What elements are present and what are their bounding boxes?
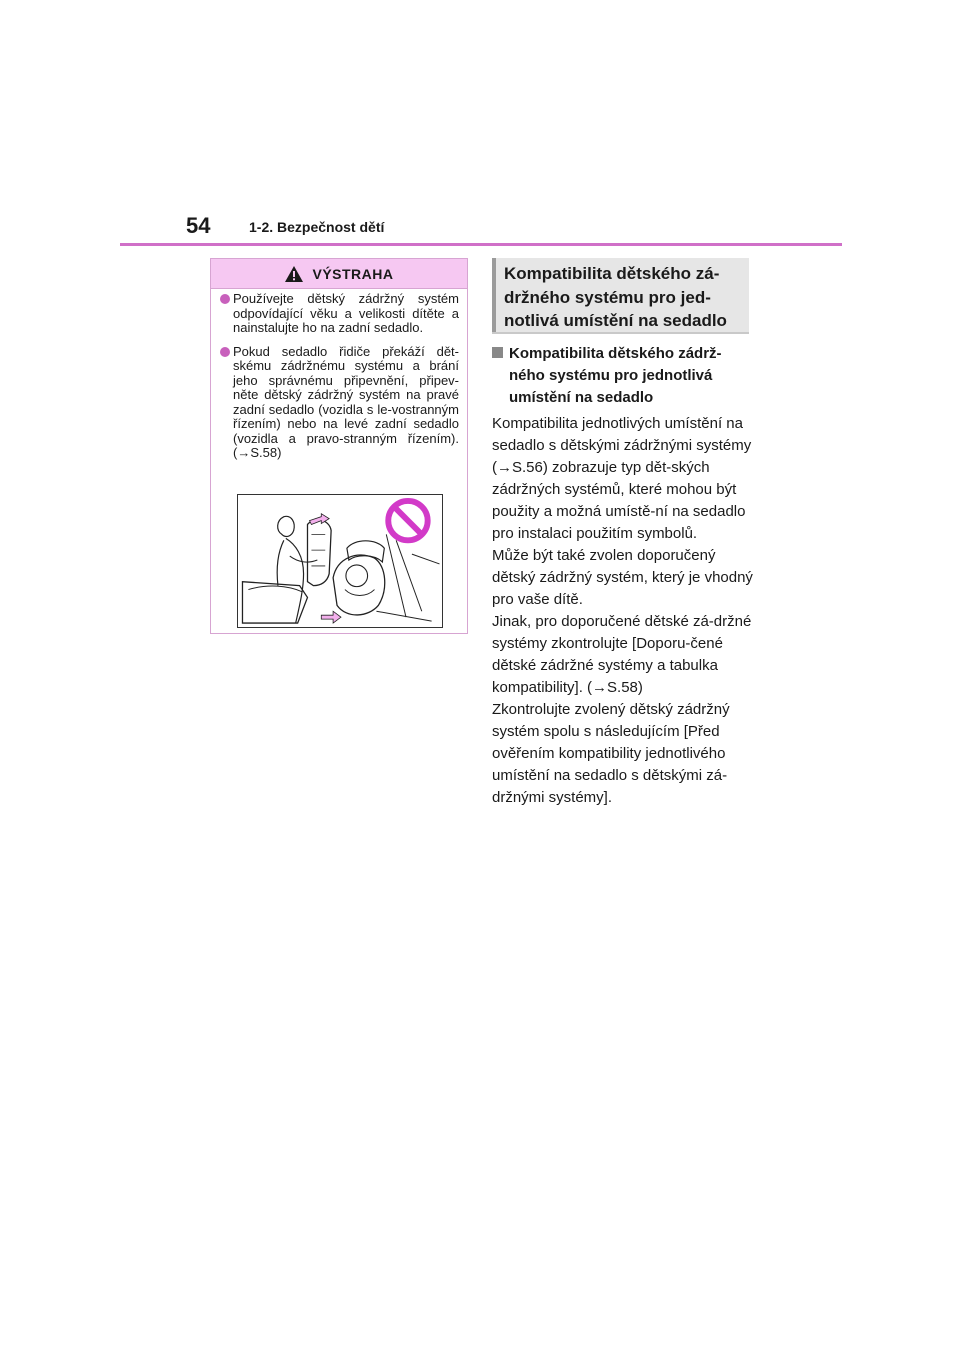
paragraph: Jinak, pro doporučené dětské zá-držné systémy zkontrolujte [Doporu-čené dětské zádržné systémy a tabulka kompatibility]. (→S.58) [492,613,752,696]
warning-item-text: Pokud sedadlo řidiče překáží dět-skému zádržnému systému a brání jeho správnému připevnění, připev-něte dětský zádržný systém na pravé zadní sedadlo (vozidla s le-vostranným řízením) nebo na levé zadní sedadlo (vozidla a pravo-stranným řízením). (→S.58) [233,343,459,460]
warning-box [210,258,468,634]
section-heading-box [492,258,749,334]
section-title: 1-2. Bezpečnost dětí [249,219,385,235]
warning-item [220,292,459,336]
sub-heading [492,343,752,409]
square-bullet-icon [492,347,503,358]
warning-triangle-icon [284,265,304,283]
child-seat-illustration [237,494,443,628]
warning-item-text: Používejte dětský zádržný systém odpovídající věku a velikosti dítěte a nainstalujte ho na zadní sedadlo. [233,291,459,335]
warning-title: VÝSTRAHA [312,265,394,282]
sub-heading-text: Kompatibilita dětského zádrž-ného systému pro jednotlivá umístění na sedadlo [509,345,722,406]
child-seat-drawing [238,495,442,627]
warning-header [211,259,467,289]
paragraph: Může být také zvolen doporučený dětský zádržný systém, který je vhodný pro vaše dítě. [492,547,753,608]
paragraph: Kompatibilita jednotlivých umístění na sedadlo s dětskými zádržnými systémy (→S.56) zobrazuje typ dět-ských zádržných systémů, které mohou být použity a možná umístě-ní na sedadlo pro instalaci použitím symbolů. [492,415,752,542]
body-text [492,413,762,809]
warning-list [211,289,467,461]
header-rule [120,243,842,246]
paragraph: Zkontrolujte zvolený dětský zádržný systém spolu s následujícím [Před ověřením kompatibility jednotlivého umístění na sedadlo s dětskými zá-držnými systémy]. [492,701,730,806]
page-number: 54 [186,213,211,238]
warning-item [220,345,459,461]
bullet-icon [220,294,230,304]
section-heading: Kompatibilita dětského zá-držného systému pro jed-notlivá umístění na sedadlo [504,264,727,330]
heading-accent-bar [492,258,496,332]
bullet-icon [220,347,230,357]
